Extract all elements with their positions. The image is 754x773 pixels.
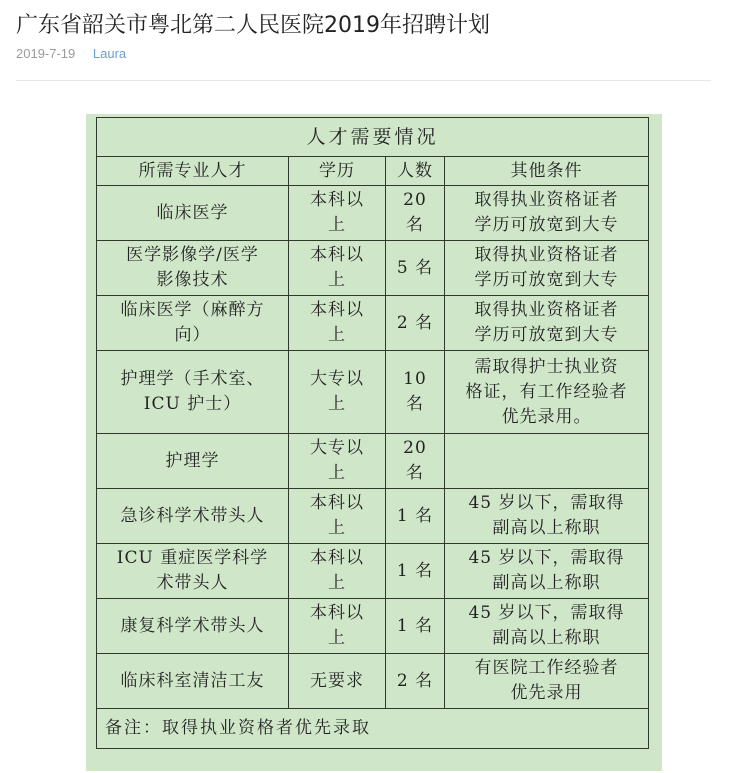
column-header-count: 人数 [386, 157, 445, 186]
table-row [97, 186, 649, 241]
table-row [97, 544, 649, 599]
cell-education-line: 上 [328, 325, 346, 345]
cell-conditions [445, 351, 649, 434]
cell-count [386, 599, 445, 654]
cell-conditions [445, 654, 649, 709]
column-header-conditions: 其他条件 [445, 157, 649, 186]
column-header-education: 学历 [289, 157, 386, 186]
cell-conditions-line: 45 岁以下，需取得 [468, 493, 625, 513]
cell-major [97, 544, 289, 599]
cell-education-line: 上 [328, 463, 346, 483]
table-row [97, 351, 649, 434]
cell-conditions-line: 格证，有工作经验者 [465, 381, 628, 402]
table-header-row [97, 157, 649, 186]
cell-education-line: 本科以 [310, 603, 364, 623]
cell-conditions-line: 取得执业资格证者 [474, 190, 619, 210]
cell-education-line: 本科以 [310, 300, 364, 320]
cell-major [97, 434, 289, 489]
cell-major-line: 医学影像学/医学 [126, 245, 259, 265]
cell-education [289, 489, 386, 544]
cell-count [386, 186, 445, 241]
publish-date: 2019-7-19 [16, 46, 76, 61]
cell-major-line: 护理学（手术室、 [120, 369, 265, 389]
table-row [97, 599, 649, 654]
cell-count-line: 1 名 [396, 560, 434, 581]
cell-conditions [445, 489, 649, 544]
cell-major [97, 186, 289, 241]
cell-education [289, 544, 386, 599]
cell-conditions-line: 有医院工作经验者 [474, 658, 619, 678]
cell-major-line: 急诊科学术带头人 [120, 505, 265, 526]
cell-count-line: 名 [406, 394, 424, 414]
cell-conditions-line: 学历可放宽到大专 [474, 325, 619, 345]
cell-conditions [445, 544, 649, 599]
cell-count-line: 名 [406, 463, 424, 483]
table-row [97, 434, 649, 489]
cell-education-line: 本科以 [310, 548, 364, 568]
cell-count-line: 2 名 [396, 312, 434, 333]
cell-count [386, 296, 445, 351]
recruitment-table-image [86, 114, 662, 771]
cell-conditions-line: 优先录用 [510, 683, 583, 703]
cell-conditions [445, 186, 649, 241]
cell-education-line: 上 [328, 573, 346, 593]
cell-education [289, 654, 386, 709]
table-row [97, 654, 649, 709]
cell-major-line: 护理学 [165, 450, 220, 471]
header-divider [16, 80, 711, 81]
cell-education [289, 351, 386, 434]
cell-education [289, 186, 386, 241]
cell-conditions-line: 取得执业资格证者 [474, 300, 619, 320]
cell-education-line: 上 [328, 518, 346, 538]
cell-conditions [445, 296, 649, 351]
cell-count-line: 名 [406, 215, 424, 235]
cell-conditions-line: 45 岁以下，需取得 [468, 603, 625, 623]
cell-education [289, 241, 386, 296]
cell-major-line: 术带头人 [156, 573, 229, 593]
cell-major [97, 351, 289, 434]
cell-count-line: 20 [403, 190, 427, 210]
cell-major [97, 599, 289, 654]
cell-education-line: 上 [328, 270, 346, 290]
cell-conditions-line: 副高以上称职 [492, 628, 601, 648]
table-note-row [97, 709, 649, 749]
cell-education-line: 本科以 [310, 493, 364, 513]
cell-count-line: 10 [403, 369, 427, 389]
cell-major-line: 临床医学 [156, 202, 229, 223]
table-row [97, 241, 649, 296]
cell-conditions-line: 优先录用。 [501, 406, 592, 427]
cell-education-line: 无要求 [310, 670, 364, 691]
cell-conditions-line: 45 岁以下，需取得 [468, 548, 625, 568]
cell-education-line: 本科以 [310, 190, 364, 210]
cell-education [289, 434, 386, 489]
recruitment-table [96, 117, 649, 749]
cell-major [97, 654, 289, 709]
cell-count [386, 434, 445, 489]
article-title: 广东省韶关市粤北第二人民医院2019年招聘计划 [16, 13, 490, 38]
cell-count-line: 2 名 [396, 670, 434, 691]
cell-education-line: 上 [328, 394, 346, 414]
table-heading-row [97, 118, 649, 157]
author-link[interactable]: Laura [92, 46, 127, 61]
cell-major-line: 临床医学（麻醉方 [120, 300, 265, 320]
cell-education-line: 本科以 [310, 245, 364, 265]
cell-major-line: 影像技术 [156, 270, 229, 290]
cell-education [289, 296, 386, 351]
cell-conditions-line: 副高以上称职 [492, 518, 601, 538]
table-heading: 人才需要情况 [97, 118, 649, 157]
cell-conditions-line: 需取得护士执业资 [474, 356, 619, 377]
cell-education-line: 大专以 [310, 438, 364, 458]
cell-conditions-line: 副高以上称职 [492, 573, 601, 593]
cell-count-line: 5 名 [396, 257, 434, 278]
cell-count-line: 1 名 [396, 615, 434, 636]
cell-conditions [445, 241, 649, 296]
cell-conditions [445, 434, 649, 489]
cell-conditions-line: 学历可放宽到大专 [474, 270, 619, 290]
cell-major-line: ICU 重症医学科学 [116, 548, 269, 568]
cell-major [97, 489, 289, 544]
cell-major-line: 临床科室清洁工友 [120, 670, 265, 691]
cell-count-line: 1 名 [396, 505, 434, 526]
cell-conditions-line: 学历可放宽到大专 [474, 215, 619, 235]
cell-count [386, 241, 445, 296]
cell-major-line: 向） [174, 325, 211, 345]
cell-education-line: 大专以 [310, 369, 364, 389]
table-row [97, 296, 649, 351]
cell-count-line: 20 [403, 438, 427, 458]
cell-major-line: 康复科学术带头人 [120, 615, 265, 636]
cell-count [386, 654, 445, 709]
cell-education-line: 上 [328, 628, 346, 648]
cell-major-line: ICU 护士） [143, 394, 242, 414]
cell-major [97, 296, 289, 351]
table-note: 备注：取得执业资格者优先录取 [97, 709, 649, 749]
cell-count [386, 489, 445, 544]
cell-count [386, 544, 445, 599]
cell-conditions [445, 599, 649, 654]
cell-education-line: 上 [328, 215, 346, 235]
table-row [97, 489, 649, 544]
cell-count [386, 351, 445, 434]
cell-education [289, 599, 386, 654]
cell-conditions-line: 取得执业资格证者 [474, 245, 619, 265]
article-meta [16, 46, 126, 61]
cell-major [97, 241, 289, 296]
column-header-major: 所需专业人才 [97, 157, 289, 186]
